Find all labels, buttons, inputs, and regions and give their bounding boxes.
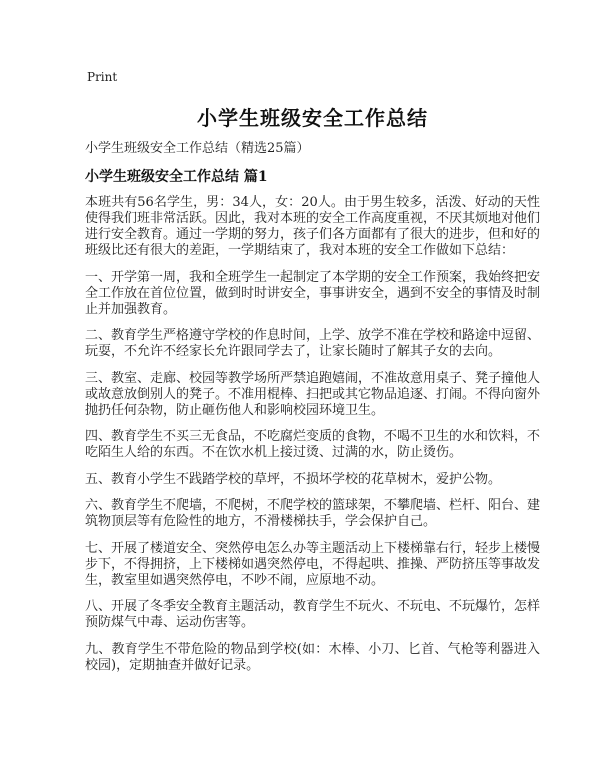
paragraph-item-5: 五、教育小学生不践踏学校的草坪，不损坏学校的花草树木，爱护公物。 [85, 471, 502, 487]
paragraph-item-8: 八、开展了冬季安全教育主题活动，教育学生不玩火、不玩电、不玩爆竹，怎样预防煤气中毒、运动伤害等。 [85, 599, 541, 630]
paragraph-item-3: 三、教室、走廊、校园等教学场所严禁追跑嬉闹，不准故意用桌子、凳子撞他人或故意放倒别人的凳子。不准用棍棒、扫把或其它物品追逐、打闹。不得向窗外抛扔任何杂物，防止砸伤他人和影响校园环境卫生。 [85, 370, 541, 418]
section-heading: 小学生班级安全工作总结 篇1 [85, 169, 268, 185]
paragraph-item-6: 六、教育学生不爬墙，不爬树，不爬学校的篮球架，不攀爬墙、栏杆、阳台、建筑物顶层等有危险性的地方，不滑楼梯扶手，学会保护自己。 [85, 498, 541, 529]
doc-subtitle: 小学生班级安全工作总结（精选25篇） [85, 141, 310, 156]
paragraph-item-1: 一、开学第一周，我和全班学生一起制定了本学期的安全工作预案，我始终把安全工作放在首位位置，做到时时讲安全，事事讲安全，遇到不安全的事情及时制止并加强教育。 [85, 269, 541, 317]
paragraph-item-7: 七、开展了楼道安全、突然停电怎么办等主题活动上下楼梯靠右行，轻步上楼慢步下，不得拥挤，上下楼梯如遇突然停电，不得起哄、推操、严防挤压等事故发生，教室里如遇突然停电，不吵不闹，应原地不动。 [85, 540, 541, 588]
paragraph-item-2: 二、教育学生严格遵守学校的作息时间，上学、放学不准在学校和路途中逗留、玩耍，不允许不经家长允许跟同学去了，让家长随时了解其子女的去向。 [85, 328, 541, 359]
paragraph-item-9: 九、教育学生不带危险的物品到学校(如：木棒、小刀、匕首、气枪等利器进入校园)，定期抽查并做好记录。 [85, 641, 540, 673]
print-link[interactable]: Print [87, 70, 118, 84]
page-title: 小学生班级安全工作总结 [197, 106, 428, 130]
document-body [85, 195, 540, 674]
paragraph-intro: 本班共有56名学生，男：34人，女：20人。由于男生较多，活泼、好动的天性使得我们班非常活跃。因此，我对本班的安全工作高度重视，不厌其烦地对他们进行安全教育。通过一学期的努力，孩子们各方面都有了很大的进步，但和好的班级比还有很大的差距，一学期结束了，我对本班的安全工作做如下总结： [85, 195, 541, 258]
paragraph-item-4: 四、教育学生不买三无食品，不吃腐烂变质的食物，不喝不卫生的水和饮料，不吃陌生人给的东西。不在饮水机上接过烫、过满的水，防止烫伤。 [85, 429, 541, 460]
